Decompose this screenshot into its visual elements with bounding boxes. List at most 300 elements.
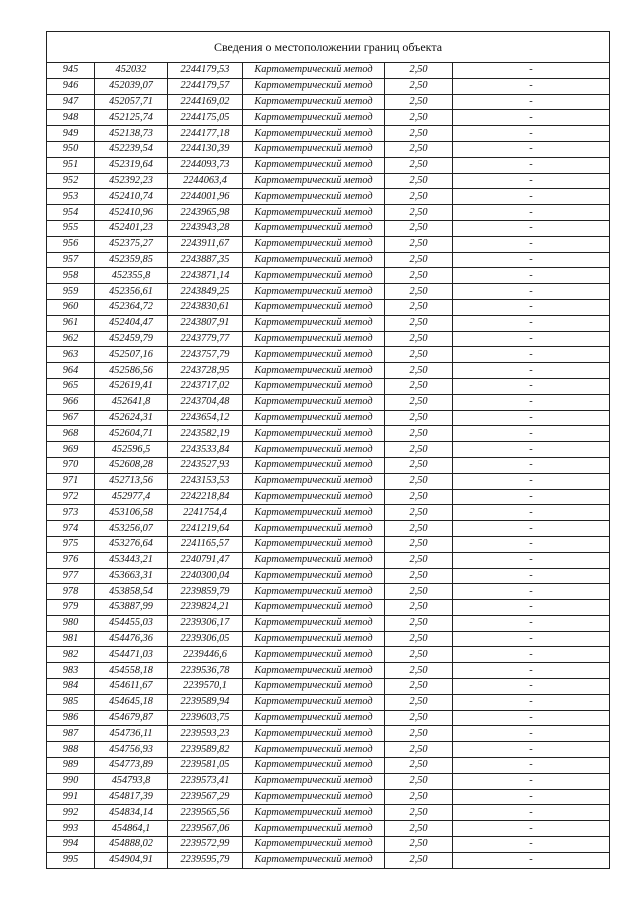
point-number-cell: 979 [47,600,95,616]
method-cell: Картометрический метод [243,189,385,205]
point-number-cell: 953 [47,189,95,205]
table-row [47,679,610,695]
x-coordinate-cell: 452319,64 [95,157,168,173]
method-cell: Картометрический метод [243,773,385,789]
method-cell: Картометрический метод [243,821,385,837]
table-row [47,663,610,679]
description-cell: - [453,584,610,600]
point-number-cell: 972 [47,489,95,505]
table-row [47,236,610,252]
accuracy-cell: 2,50 [385,679,453,695]
description-cell: - [453,742,610,758]
y-coordinate-cell: 2243533,84 [168,442,243,458]
accuracy-cell: 2,50 [385,805,453,821]
table-row [47,457,610,473]
point-number-cell: 969 [47,442,95,458]
description-cell: - [453,457,610,473]
accuracy-cell: 2,50 [385,426,453,442]
y-coordinate-cell: 2241754,4 [168,505,243,521]
point-number-cell: 975 [47,536,95,552]
x-coordinate-cell: 452125,74 [95,110,168,126]
x-coordinate-cell: 454645,18 [95,694,168,710]
accuracy-cell: 2,50 [385,284,453,300]
accuracy-cell: 2,50 [385,473,453,489]
accuracy-cell: 2,50 [385,615,453,631]
x-coordinate-cell: 454679,87 [95,710,168,726]
y-coordinate-cell: 2239593,23 [168,726,243,742]
y-coordinate-cell: 2243911,67 [168,236,243,252]
point-number-cell: 968 [47,426,95,442]
method-cell: Картометрический метод [243,647,385,663]
accuracy-cell: 2,50 [385,315,453,331]
y-coordinate-cell: 2239581,05 [168,758,243,774]
x-coordinate-cell: 452392,23 [95,173,168,189]
x-coordinate-cell: 454471,03 [95,647,168,663]
point-number-cell: 949 [47,126,95,142]
table-row [47,552,610,568]
description-cell: - [453,758,610,774]
description-cell: - [453,363,610,379]
table-row [47,252,610,268]
method-cell: Картометрический метод [243,220,385,236]
x-coordinate-cell: 452364,72 [95,299,168,315]
method-cell: Картометрический метод [243,615,385,631]
description-cell: - [453,837,610,853]
point-number-cell: 959 [47,284,95,300]
x-coordinate-cell: 452138,73 [95,126,168,142]
x-coordinate-cell: 452596,5 [95,442,168,458]
y-coordinate-cell: 2243849,25 [168,284,243,300]
point-number-cell: 966 [47,394,95,410]
table-row [47,837,610,853]
table-row [47,426,610,442]
x-coordinate-cell: 452641,8 [95,394,168,410]
table-row [47,410,610,426]
y-coordinate-cell: 2243757,79 [168,347,243,363]
point-number-cell: 984 [47,679,95,695]
method-cell: Картометрический метод [243,110,385,126]
y-coordinate-cell: 2241165,57 [168,536,243,552]
y-coordinate-cell: 2239824,21 [168,600,243,616]
point-number-cell: 958 [47,268,95,284]
table-row [47,505,610,521]
table-row [47,173,610,189]
point-number-cell: 950 [47,141,95,157]
point-number-cell: 986 [47,710,95,726]
method-cell: Картометрический метод [243,758,385,774]
table-title: Сведения о местоположении границ объекта [47,32,610,63]
method-cell: Картометрический метод [243,631,385,647]
y-coordinate-cell: 2239306,17 [168,615,243,631]
x-coordinate-cell: 452039,07 [95,78,168,94]
method-cell: Картометрический метод [243,694,385,710]
method-cell: Картометрический метод [243,394,385,410]
table-row [47,378,610,394]
description-cell: - [453,173,610,189]
x-coordinate-cell: 452057,71 [95,94,168,110]
y-coordinate-cell: 2239859,79 [168,584,243,600]
table-row [47,489,610,505]
method-cell: Картометрический метод [243,457,385,473]
description-cell: - [453,205,610,221]
description-cell: - [453,378,610,394]
accuracy-cell: 2,50 [385,489,453,505]
table-row [47,363,610,379]
table-row [47,110,610,126]
accuracy-cell: 2,50 [385,173,453,189]
accuracy-cell: 2,50 [385,205,453,221]
point-number-cell: 960 [47,299,95,315]
x-coordinate-cell: 454834,14 [95,805,168,821]
accuracy-cell: 2,50 [385,63,453,79]
table-row [47,615,610,631]
method-cell: Картометрический метод [243,710,385,726]
description-cell: - [453,94,610,110]
y-coordinate-cell: 2240791,47 [168,552,243,568]
y-coordinate-cell: 2243582,19 [168,426,243,442]
x-coordinate-cell: 452410,74 [95,189,168,205]
y-coordinate-cell: 2243654,12 [168,410,243,426]
x-coordinate-cell: 452507,16 [95,347,168,363]
description-cell: - [453,268,610,284]
method-cell: Картометрический метод [243,789,385,805]
accuracy-cell: 2,50 [385,663,453,679]
description-cell: - [453,141,610,157]
x-coordinate-cell: 452359,85 [95,252,168,268]
point-number-cell: 964 [47,363,95,379]
y-coordinate-cell: 2243943,28 [168,220,243,236]
method-cell: Картометрический метод [243,236,385,252]
accuracy-cell: 2,50 [385,189,453,205]
accuracy-cell: 2,50 [385,394,453,410]
point-number-cell: 993 [47,821,95,837]
table-row [47,126,610,142]
table-row [47,821,610,837]
table-row [47,315,610,331]
method-cell: Картометрический метод [243,536,385,552]
description-cell: - [453,299,610,315]
point-number-cell: 947 [47,94,95,110]
table-row [47,473,610,489]
point-number-cell: 945 [47,63,95,79]
method-cell: Картометрический метод [243,252,385,268]
method-cell: Картометрический метод [243,378,385,394]
accuracy-cell: 2,50 [385,331,453,347]
x-coordinate-cell: 452619,41 [95,378,168,394]
y-coordinate-cell: 2243779,77 [168,331,243,347]
method-cell: Картометрический метод [243,205,385,221]
x-coordinate-cell: 453887,99 [95,600,168,616]
boundary-table-body [47,32,610,869]
y-coordinate-cell: 2243807,91 [168,315,243,331]
point-number-cell: 946 [47,78,95,94]
method-cell: Картометрический метод [243,837,385,853]
accuracy-cell: 2,50 [385,521,453,537]
y-coordinate-cell: 2243728,95 [168,363,243,379]
point-number-cell: 994 [47,837,95,853]
y-coordinate-cell: 2244093,73 [168,157,243,173]
method-cell: Картометрический метод [243,426,385,442]
accuracy-cell: 2,50 [385,252,453,268]
y-coordinate-cell: 2244179,53 [168,63,243,79]
y-coordinate-cell: 2239446,6 [168,647,243,663]
x-coordinate-cell: 452624,31 [95,410,168,426]
description-cell: - [453,189,610,205]
accuracy-cell: 2,50 [385,742,453,758]
x-coordinate-cell: 452586,56 [95,363,168,379]
accuracy-cell: 2,50 [385,758,453,774]
x-coordinate-cell: 453256,07 [95,521,168,537]
table-row [47,78,610,94]
table-row [47,726,610,742]
x-coordinate-cell: 452404,47 [95,315,168,331]
table-row [47,299,610,315]
point-number-cell: 955 [47,220,95,236]
y-coordinate-cell: 2243153,53 [168,473,243,489]
description-cell: - [453,78,610,94]
point-number-cell: 978 [47,584,95,600]
method-cell: Картометрический метод [243,442,385,458]
x-coordinate-cell: 452356,61 [95,284,168,300]
table-row [47,347,610,363]
x-coordinate-cell: 454756,93 [95,742,168,758]
accuracy-cell: 2,50 [385,442,453,458]
table-row [47,284,610,300]
y-coordinate-cell: 2242218,84 [168,489,243,505]
description-cell: - [453,157,610,173]
y-coordinate-cell: 2239306,05 [168,631,243,647]
x-coordinate-cell: 454888,02 [95,837,168,853]
accuracy-cell: 2,50 [385,505,453,521]
y-coordinate-cell: 2239567,29 [168,789,243,805]
table-row [47,189,610,205]
description-cell: - [453,394,610,410]
accuracy-cell: 2,50 [385,647,453,663]
point-number-cell: 952 [47,173,95,189]
accuracy-cell: 2,50 [385,694,453,710]
table-row [47,694,610,710]
y-coordinate-cell: 2243527,93 [168,457,243,473]
accuracy-cell: 2,50 [385,821,453,837]
x-coordinate-cell: 452608,28 [95,457,168,473]
table-row [47,805,610,821]
x-coordinate-cell: 453443,21 [95,552,168,568]
method-cell: Картометрический метод [243,63,385,79]
table-row [47,710,610,726]
table-row [47,631,610,647]
y-coordinate-cell: 2244130,39 [168,141,243,157]
accuracy-cell: 2,50 [385,710,453,726]
method-cell: Картометрический метод [243,363,385,379]
x-coordinate-cell: 452459,79 [95,331,168,347]
accuracy-cell: 2,50 [385,536,453,552]
description-cell: - [453,773,610,789]
method-cell: Картометрический метод [243,742,385,758]
table-row [47,647,610,663]
y-coordinate-cell: 2243830,61 [168,299,243,315]
y-coordinate-cell: 2239536,78 [168,663,243,679]
method-cell: Картометрический метод [243,299,385,315]
table-row [47,521,610,537]
description-cell: - [453,410,610,426]
accuracy-cell: 2,50 [385,600,453,616]
table-row [47,331,610,347]
x-coordinate-cell: 452375,27 [95,236,168,252]
accuracy-cell: 2,50 [385,78,453,94]
accuracy-cell: 2,50 [385,236,453,252]
accuracy-cell: 2,50 [385,789,453,805]
method-cell: Картометрический метод [243,679,385,695]
description-cell: - [453,615,610,631]
description-cell: - [453,805,610,821]
point-number-cell: 991 [47,789,95,805]
description-cell: - [453,647,610,663]
method-cell: Картометрический метод [243,568,385,584]
x-coordinate-cell: 452977,4 [95,489,168,505]
accuracy-cell: 2,50 [385,268,453,284]
point-number-cell: 974 [47,521,95,537]
table-row [47,789,610,805]
table-row [47,205,610,221]
description-cell: - [453,694,610,710]
description-cell: - [453,552,610,568]
y-coordinate-cell: 2243717,02 [168,378,243,394]
accuracy-cell: 2,50 [385,110,453,126]
description-cell: - [453,821,610,837]
accuracy-cell: 2,50 [385,410,453,426]
point-number-cell: 973 [47,505,95,521]
x-coordinate-cell: 454773,89 [95,758,168,774]
method-cell: Картометрический метод [243,126,385,142]
x-coordinate-cell: 454793,8 [95,773,168,789]
y-coordinate-cell: 2243871,14 [168,268,243,284]
description-cell: - [453,568,610,584]
x-coordinate-cell: 452713,56 [95,473,168,489]
description-cell: - [453,852,610,868]
point-number-cell: 982 [47,647,95,663]
y-coordinate-cell: 2240300,04 [168,568,243,584]
y-coordinate-cell: 2239595,79 [168,852,243,868]
y-coordinate-cell: 2244063,4 [168,173,243,189]
y-coordinate-cell: 2244179,57 [168,78,243,94]
x-coordinate-cell: 453106,58 [95,505,168,521]
method-cell: Картометрический метод [243,584,385,600]
method-cell: Картометрический метод [243,410,385,426]
point-number-cell: 981 [47,631,95,647]
point-number-cell: 956 [47,236,95,252]
x-coordinate-cell: 454736,11 [95,726,168,742]
x-coordinate-cell: 454476,36 [95,631,168,647]
table-row [47,157,610,173]
y-coordinate-cell: 2239570,1 [168,679,243,695]
y-coordinate-cell: 2239565,56 [168,805,243,821]
table-row [47,852,610,868]
description-cell: - [453,284,610,300]
description-cell: - [453,505,610,521]
point-number-cell: 967 [47,410,95,426]
description-cell: - [453,347,610,363]
x-coordinate-cell: 454817,39 [95,789,168,805]
accuracy-cell: 2,50 [385,347,453,363]
accuracy-cell: 2,50 [385,126,453,142]
accuracy-cell: 2,50 [385,457,453,473]
point-number-cell: 971 [47,473,95,489]
accuracy-cell: 2,50 [385,363,453,379]
table-row [47,394,610,410]
method-cell: Картометрический метод [243,805,385,821]
y-coordinate-cell: 2241219,64 [168,521,243,537]
method-cell: Картометрический метод [243,78,385,94]
point-number-cell: 961 [47,315,95,331]
table-row [47,442,610,458]
accuracy-cell: 2,50 [385,837,453,853]
y-coordinate-cell: 2239572,99 [168,837,243,853]
method-cell: Картометрический метод [243,521,385,537]
table-row [47,94,610,110]
point-number-cell: 977 [47,568,95,584]
x-coordinate-cell: 452239,54 [95,141,168,157]
y-coordinate-cell: 2243704,48 [168,394,243,410]
method-cell: Картометрический метод [243,552,385,568]
point-number-cell: 992 [47,805,95,821]
accuracy-cell: 2,50 [385,220,453,236]
point-number-cell: 980 [47,615,95,631]
accuracy-cell: 2,50 [385,568,453,584]
method-cell: Картометрический метод [243,268,385,284]
x-coordinate-cell: 454455,03 [95,615,168,631]
table-row [47,568,610,584]
description-cell: - [453,331,610,347]
method-cell: Картометрический метод [243,663,385,679]
table-row [47,758,610,774]
description-cell: - [453,426,610,442]
point-number-cell: 983 [47,663,95,679]
description-cell: - [453,442,610,458]
x-coordinate-cell: 454904,91 [95,852,168,868]
description-cell: - [453,126,610,142]
accuracy-cell: 2,50 [385,773,453,789]
y-coordinate-cell: 2239603,75 [168,710,243,726]
description-cell: - [453,631,610,647]
accuracy-cell: 2,50 [385,852,453,868]
x-coordinate-cell: 452032 [95,63,168,79]
method-cell: Картометрический метод [243,489,385,505]
x-coordinate-cell: 452410,96 [95,205,168,221]
description-cell: - [453,789,610,805]
description-cell: - [453,710,610,726]
point-number-cell: 990 [47,773,95,789]
description-cell: - [453,63,610,79]
description-cell: - [453,663,610,679]
method-cell: Картометрический метод [243,141,385,157]
table-row [47,536,610,552]
accuracy-cell: 2,50 [385,584,453,600]
point-number-cell: 988 [47,742,95,758]
x-coordinate-cell: 454558,18 [95,663,168,679]
y-coordinate-cell: 2243887,35 [168,252,243,268]
y-coordinate-cell: 2244177,18 [168,126,243,142]
table-row [47,141,610,157]
point-number-cell: 962 [47,331,95,347]
method-cell: Картометрический метод [243,94,385,110]
x-coordinate-cell: 453663,31 [95,568,168,584]
x-coordinate-cell: 453858,54 [95,584,168,600]
method-cell: Картометрический метод [243,284,385,300]
point-number-cell: 954 [47,205,95,221]
y-coordinate-cell: 2239589,94 [168,694,243,710]
table-row [47,773,610,789]
method-cell: Картометрический метод [243,157,385,173]
